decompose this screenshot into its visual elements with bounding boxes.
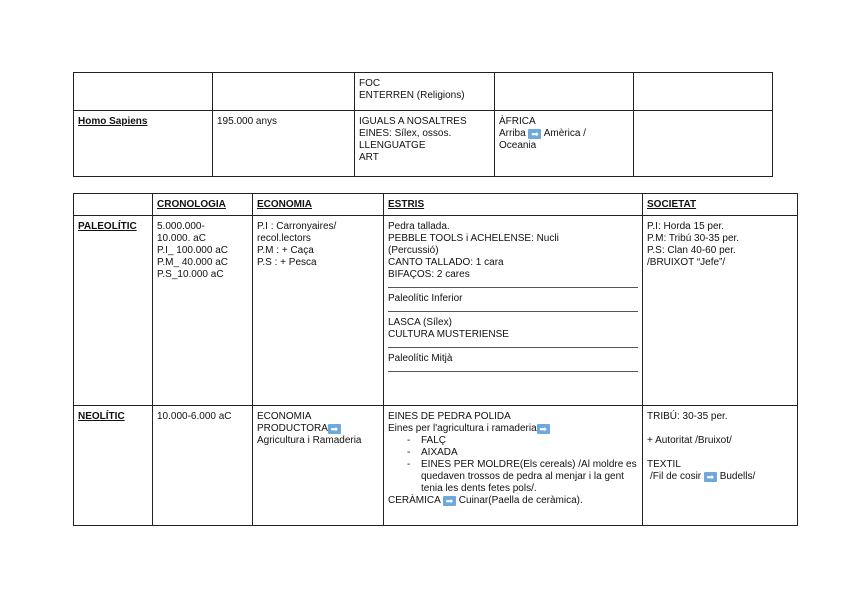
- row-label: NEOLÍTIC: [78, 411, 125, 422]
- table-cell: [74, 194, 153, 216]
- cell-line: [388, 495, 638, 507]
- species-name: Homo Sapiens: [78, 116, 148, 127]
- cell-text: Budells/: [719, 471, 756, 482]
- divider: [388, 347, 638, 348]
- table-cell: [74, 73, 213, 111]
- cell-text: Cuinar(Paella de ceràmica).: [458, 495, 583, 506]
- tools-list: [388, 435, 638, 495]
- cell-line: LLENGUATGE: [359, 140, 426, 151]
- cell-line: P.M_ 40.000 aC: [157, 257, 228, 268]
- table-cell: [153, 194, 253, 216]
- cell-line: [388, 423, 638, 435]
- cell-line: P.M : + Caça: [257, 245, 314, 256]
- column-header: SOCIETAT: [647, 199, 697, 210]
- section-label: Paleolític Mitjà: [388, 353, 453, 364]
- cell-line: recol.lectors: [257, 233, 311, 244]
- cell-line: P.M: Tribú 30-35 per.: [647, 233, 740, 244]
- table-cell: [153, 216, 253, 406]
- cell-line: TEXTIL: [647, 459, 681, 470]
- cell-line: [257, 423, 379, 435]
- table-cell: [74, 406, 153, 526]
- divider: [388, 371, 638, 372]
- right-arrow-icon: ➡: [528, 129, 541, 139]
- species-time: 195.000 anys: [217, 116, 278, 127]
- cell-line: + Autoritat /Bruixot/: [647, 435, 732, 446]
- cell-text: Amèrica /: [543, 128, 586, 139]
- cell-line: EINES DE PEDRA POLIDA: [388, 411, 511, 422]
- cell-line: FOC: [359, 78, 381, 89]
- table-cell: [253, 216, 384, 406]
- cell-line: EINES: Sílex, ossos.: [359, 128, 452, 139]
- cell-text: Arriba: [499, 128, 526, 139]
- table-cell: [355, 73, 495, 111]
- divider: [388, 287, 638, 288]
- cell-line: PEBBLE TOOLS i ACHELENSE: Nucli: [388, 233, 559, 244]
- cell-line: 10.000-6.000 aC: [157, 411, 232, 422]
- cell-line: P.I_ 100.000 aC: [157, 245, 228, 256]
- list-item: - EINES PER MOLDRE(Els cereals) /Al moldre es quedaven trossos de pedra al menjar i la gent tenia les dents fetes pols/.: [421, 459, 638, 495]
- table-cell: [74, 216, 153, 406]
- cell-line: P.I : Carronyaires/: [257, 221, 337, 232]
- cell-line: [647, 471, 793, 483]
- cell-line: [499, 128, 629, 140]
- cell-text: /Fil de cosir: [650, 471, 702, 482]
- cell-line: ENTERREN (Religions): [359, 90, 465, 101]
- table-cell: [384, 406, 643, 526]
- cell-text: CERÀMICA: [388, 495, 441, 506]
- table-cell: [634, 73, 773, 111]
- section-label: Paleolític Inferior: [388, 293, 463, 304]
- prehistory-table: [73, 193, 798, 526]
- table-cell: [253, 406, 384, 526]
- cell-line: Oceania: [499, 140, 537, 151]
- right-arrow-icon: ➡: [704, 472, 717, 482]
- right-arrow-icon: ➡: [443, 496, 456, 506]
- cell-line: 10.000. aC: [157, 233, 206, 244]
- right-arrow-icon: ➡: [328, 424, 341, 434]
- table-cell: [643, 216, 798, 406]
- cell-line: CULTURA MUSTERIENSE: [388, 329, 509, 340]
- cell-line: P.S : + Pesca: [257, 257, 317, 268]
- table-row: [74, 73, 773, 111]
- table-row: [74, 111, 773, 177]
- cell-line: CANTO TALLADO: 1 cara: [388, 257, 504, 268]
- table-cell: [495, 73, 634, 111]
- table-cell: [643, 406, 798, 526]
- cell-line: 5.000.000-: [157, 221, 205, 232]
- table-cell: [384, 194, 643, 216]
- cell-line: ECONOMIA: [257, 411, 312, 422]
- divider: [388, 311, 638, 312]
- table-cell: [213, 73, 355, 111]
- column-header: ESTRIS: [388, 199, 425, 210]
- hominid-table: [73, 72, 773, 177]
- cell-text: Eines per l'agricultura i ramaderia: [388, 423, 537, 434]
- table-header-row: [74, 194, 798, 216]
- cell-line: LASCA (Sílex): [388, 317, 452, 328]
- table-cell: [74, 111, 213, 177]
- table-cell: [643, 194, 798, 216]
- cell-line: /BRUIXOT “Jefe”/: [647, 257, 726, 268]
- table-cell: [634, 111, 773, 177]
- cell-line: ÀFRICA: [499, 116, 536, 127]
- table-row: [74, 216, 798, 406]
- list-item: - AIXADA: [421, 447, 638, 459]
- cell-line: BIFAÇOS: 2 cares: [388, 269, 470, 280]
- cell-line: P.S_10.000 aC: [157, 269, 224, 280]
- cell-line: P.S: Clan 40-60 per.: [647, 245, 736, 256]
- table-row: [74, 406, 798, 526]
- cell-line: ART: [359, 152, 379, 163]
- cell-line: (Percussió): [388, 245, 439, 256]
- table-cell: [213, 111, 355, 177]
- cell-line: IGUALS A NOSALTRES: [359, 116, 467, 127]
- right-arrow-icon: ➡: [537, 424, 550, 434]
- table-cell: [253, 194, 384, 216]
- table-cell: [495, 111, 634, 177]
- column-header: ECONOMIA: [257, 199, 312, 210]
- row-label: PALEOLÍTIC: [78, 221, 137, 232]
- cell-text: PRODUCTORA: [257, 423, 328, 434]
- cell-line: TRIBÚ: 30-35 per.: [647, 411, 728, 422]
- cell-line: Pedra tallada.: [388, 221, 450, 232]
- column-header: CRONOLOGIA: [157, 199, 226, 210]
- cell-line: P.I: Horda 15 per.: [647, 221, 725, 232]
- list-item: - FALÇ: [421, 435, 638, 447]
- table-cell: [153, 406, 253, 526]
- table-cell: [384, 216, 643, 406]
- table-cell: [355, 111, 495, 177]
- cell-line: Agricultura i Ramaderia: [257, 435, 362, 446]
